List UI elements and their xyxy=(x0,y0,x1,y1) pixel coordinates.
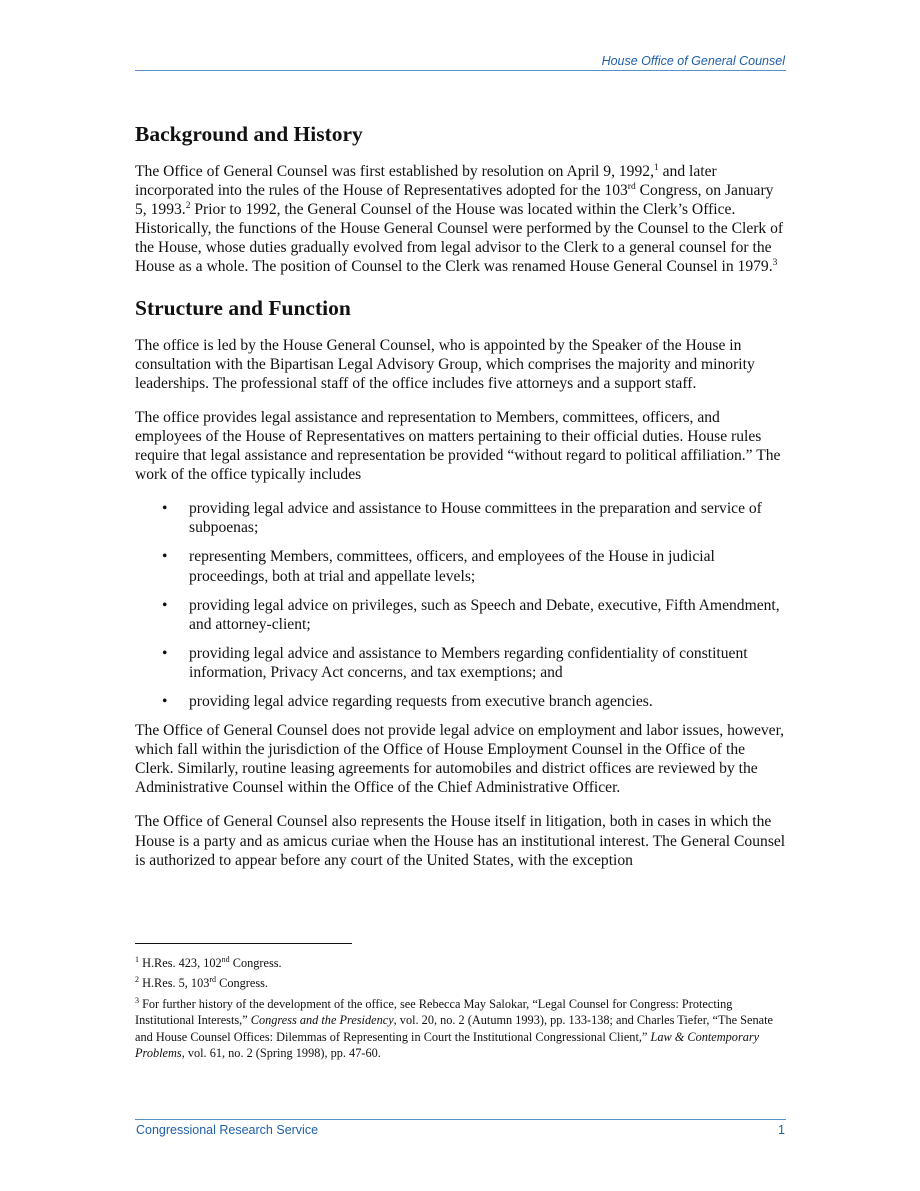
header-rule xyxy=(135,70,786,71)
paragraph-structure-3: The Office of General Counsel does not provide legal advice on employment and labor issues, however, which fall within the jurisdiction of the Office of House Employment Counsel in the Office of the Clerk. Similarly, routine leasing agreements for automobiles and district offices are reviewed by the Administrative Counsel within the Office of the Chief Administrative Officer. xyxy=(135,722,785,797)
list-item: • representing Members, committees, officers, and employees of the House in judicial proceedings, both at trial and appellate levels; xyxy=(162,548,715,585)
list-item: • providing legal advice and assistance to House committees in the preparation and service of subpoenas; xyxy=(162,500,762,537)
footnote-2: $^2$ H.Res. 5, 103rd Congress. xyxy=(135,975,268,991)
paragraph-structure-4: The Office of General Counsel also represents the House itself in litigation, both in cases in which the House is a party and as amicus curiae when the House has an institutional interest. The General Counsel is authorized to appear before any court of the United States, with the exception xyxy=(135,813,786,869)
footer-publisher: Congressional Research Service xyxy=(136,1123,319,1137)
bullet-icon: • xyxy=(162,692,168,710)
running-header-title: House Office of General Counsel xyxy=(601,54,785,68)
bullet-icon: • xyxy=(162,548,168,566)
list-item: • providing legal advice on privileges, such as Speech and Debate, executive, Fifth Amendment, and attorney-client; xyxy=(162,596,780,633)
footnote-ref-2[interactable]: 2 xyxy=(185,201,191,212)
footnote-ref-3[interactable]: 3 xyxy=(772,258,778,269)
footnote-separator xyxy=(135,943,352,944)
duties-list xyxy=(135,499,786,711)
list-item: • providing legal advice regarding requests from executive branch agencies. xyxy=(162,692,653,710)
paragraph-background: The Office of General Counsel was first established by resolution on April 9, 1992,$^1$ and later incorporated into the rules of the House of Representatives adopted for the 103rd Congress, on January 5, 1993.$^2$ Prior to 1992, the General Counsel of the House was located within the Clerk’s Office. Historically, the functions of the House General Counsel were performed by the Counsel to the Clerk of the House, whose duties gradually evolved from legal advisor to the Clerk to a general counsel for the House as a whole. The position of Counsel to the Clerk was renamed House General Counsel in 1979.$^3$ xyxy=(135,163,784,276)
list-item: • providing legal advice and assistance to Members regarding confidentiality of constituent information, Privacy Act concerns, and tax exemptions; and xyxy=(162,644,748,681)
heading-structure-function: Structure and Function xyxy=(135,295,351,320)
heading-background-history: Background and History xyxy=(135,122,363,146)
footer-rule xyxy=(135,1119,786,1120)
bullet-icon: • xyxy=(162,596,168,614)
footnotes xyxy=(135,955,786,1065)
citation-title: Law & Contemporary Problems xyxy=(135,1029,760,1061)
citation-title: Congress and the Presidency xyxy=(250,1013,394,1028)
paragraph-structure-1: The office is led by the House General Counsel, who is appointed by the Speaker of the House in consultation with the Bipartisan Legal Advisory Group, which comprises the majority and minority leaderships. The professional staff of the office includes five attorneys and a support staff. xyxy=(135,336,755,392)
page-body xyxy=(135,121,786,885)
paragraph-structure-2: The office provides legal assistance and representation to Members, committees, officers, and employees of the House of Representatives on matters pertaining to their official duties. House rules require that legal assistance and representation be provided “without regard to political affiliation.” The work of the office typically includes xyxy=(135,408,781,484)
footnote-3: $^3$ For further history of the development of the office, see Rebecca May Salokar, “Legal Counsel for Congress: Protecting Institutional Interests,” Congress and the Presidency, vol. 20, no. 2 (Autumn 1993), pp. 133-138; and Charles Tiefer, “The Senate and House Counsel Offices: Dilemmas of Representing in Court the Institutional Congressional Client,” Law & Contemporary Problems, vol. 61, no. 2 (Spring 1998), pp. 47-60. xyxy=(135,995,773,1061)
bullet-icon: • xyxy=(162,644,168,662)
footnote-ref-1[interactable]: 1 xyxy=(653,163,659,173)
page-number: 1 xyxy=(778,1123,785,1137)
ordinal-suffix: rd xyxy=(627,182,636,193)
footnote-1: $^1$ H.Res. 423, 102nd Congress. xyxy=(135,955,282,970)
bullet-icon: • xyxy=(162,500,168,518)
